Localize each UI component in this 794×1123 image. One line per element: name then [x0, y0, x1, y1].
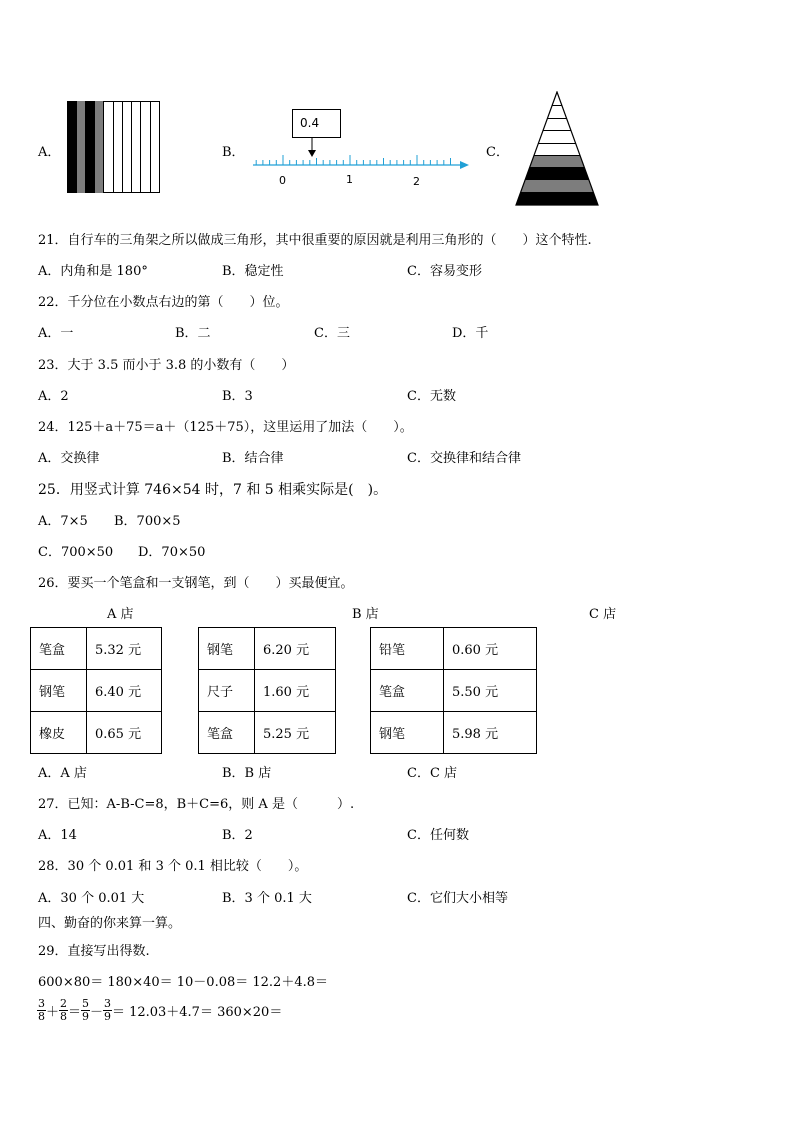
question-24 — [38, 416, 413, 435]
table-row — [31, 712, 162, 754]
q24-option-c[interactable]: C．交换律和结合律 — [407, 451, 521, 466]
q22-option-b[interactable]: B．二 — [175, 326, 211, 341]
item-name: 钢笔 — [31, 670, 87, 712]
option-b-label: B． — [222, 145, 245, 160]
item-name: 橡皮 — [31, 712, 87, 754]
shop-c-price-table — [370, 627, 537, 754]
question-number: 24． — [38, 420, 68, 435]
question-text: 125＋a＋75＝a＋（125＋75），这里运用了加法（ ）。 — [67, 420, 413, 435]
table-row — [199, 712, 336, 754]
q25-option-b[interactable]: B．700×5 — [114, 514, 181, 529]
question-number: 29． — [38, 944, 68, 959]
shop-a-title: A 店 — [107, 607, 134, 622]
question-25 — [38, 479, 387, 499]
tick-label-0: 0 — [279, 174, 286, 187]
table-row — [371, 670, 537, 712]
question-21 — [38, 229, 592, 248]
question-number: 28． — [38, 859, 68, 874]
item-price: 6.20 元 — [255, 628, 336, 670]
q28-option-a[interactable]: A．30 个 0.01 大 — [38, 891, 145, 906]
item-price: 0.60 元 — [444, 628, 537, 670]
item-price: 5.32 元 — [87, 628, 162, 670]
q23-option-b[interactable]: B．3 — [222, 389, 253, 404]
q28-option-b[interactable]: B．3 个 0.1 大 — [222, 891, 312, 906]
item-name: 钢笔 — [199, 628, 255, 670]
q22-option-a[interactable]: A．一 — [38, 326, 74, 341]
question-29 — [38, 940, 150, 959]
q26-option-b[interactable]: B．B 店 — [222, 766, 272, 781]
question-text: 自行车的三角架之所以做成三角形，其中很重要的原因就是利用三角形的（ ）这个特性. — [67, 233, 592, 248]
q21-option-b[interactable]: B．稳定性 — [222, 264, 284, 279]
arrow-right-icon — [460, 161, 469, 169]
q28-option-c[interactable]: C．它们大小相等 — [407, 891, 508, 906]
q23-option-c[interactable]: C．无数 — [407, 389, 456, 404]
tick-label-2: 2 — [413, 175, 420, 188]
q25-option-d[interactable]: D．70×50 — [138, 545, 206, 560]
item-price: 5.25 元 — [255, 712, 336, 754]
question-text: 30 个 0.01 和 3 个 0.1 相比较（ ）。 — [67, 859, 308, 874]
q26-option-a[interactable]: A．A 店 — [38, 766, 87, 781]
q21-option-a[interactable]: A．内角和是 180° — [38, 264, 148, 279]
q24-option-a[interactable]: A．交换律 — [38, 451, 100, 466]
shop-c-title: C 店 — [589, 607, 617, 622]
question-number: 22． — [38, 295, 68, 310]
q21-option-c[interactable]: C．容易变形 — [407, 264, 482, 279]
q27-option-b[interactable]: B．2 — [222, 828, 253, 843]
shop-b-title: B 店 — [352, 607, 379, 622]
item-name: 笔盒 — [371, 670, 444, 712]
table-row — [199, 628, 336, 670]
shop-b-price-table — [198, 627, 336, 754]
q22-option-d[interactable]: D．千 — [452, 326, 489, 341]
tick-label-1: 1 — [346, 173, 353, 186]
question-text: 大于 3.5 而小于 3.8 的小数有（ ） — [67, 358, 295, 373]
option-a-label: A． — [38, 145, 61, 160]
number-line-figure — [250, 105, 475, 190]
question-number: 27． — [38, 797, 68, 812]
question-23 — [38, 354, 294, 373]
question-27 — [38, 793, 354, 812]
q27-option-c[interactable]: C．任何数 — [407, 828, 469, 843]
option-c-label: C． — [486, 145, 509, 160]
question-text: 用竖式计算 746×54 时，7 和 5 相乘实际是( )。 — [69, 482, 388, 498]
question-number: 23． — [38, 358, 68, 373]
question-text: 要买一个笔盒和一支钢笔，到（ ）买最便宜。 — [67, 576, 354, 591]
question-text: 已知：A-B-C=8，B＋C=6，则 A 是（ ）. — [67, 797, 355, 812]
question-26 — [38, 572, 354, 591]
q25-option-a[interactable]: A．7×5 — [38, 514, 88, 529]
table-row — [199, 670, 336, 712]
fraction: $\frac{3}{9}$ — [104, 997, 112, 1023]
shop-a-price-table — [30, 627, 162, 754]
figure-c-triangle — [514, 91, 600, 206]
question-number: 26． — [38, 576, 68, 591]
question-text: 直接写出得数. — [67, 944, 150, 959]
fraction: $\frac{5}{9}$ — [82, 997, 90, 1023]
question-number: 21． — [38, 233, 68, 248]
calc-line-2: $\frac{3}{8}$ ＋ $\frac{2}{8}$ ＝ $\frac{5}{9}$ － $\frac{3}{9}$ ＝ 12.03＋4.7＝ 360×20＝ — [38, 997, 283, 1023]
table-row — [371, 628, 537, 670]
fraction: $\frac{2}{8}$ — [60, 997, 68, 1023]
table-row — [31, 670, 162, 712]
figure-a-strips — [67, 101, 161, 194]
q27-option-a[interactable]: A．14 — [38, 828, 77, 843]
fraction: $\frac{3}{8}$ — [38, 997, 45, 1023]
q24-option-b[interactable]: B．结合律 — [222, 451, 284, 466]
table-row — [371, 712, 537, 754]
item-name: 笔盒 — [31, 628, 87, 670]
item-price: 1.60 元 — [255, 670, 336, 712]
item-name: 尺子 — [199, 670, 255, 712]
q26-option-c[interactable]: C．C 店 — [407, 766, 458, 781]
section-title: 四、勤奋的你来算一算。 — [38, 916, 182, 931]
number-line-value-box: 0.4 — [292, 109, 341, 138]
q23-option-a[interactable]: A．2 — [38, 389, 69, 404]
question-number: 25． — [38, 482, 70, 498]
question-28 — [38, 855, 307, 874]
q22-option-c[interactable]: C．三 — [314, 326, 350, 341]
item-name: 铅笔 — [371, 628, 444, 670]
q25-option-c[interactable]: C．700×50 — [38, 545, 114, 560]
calc-line-1: 600×80＝ 180×40＝ 10－0.08＝ 12.2＋4.8＝ — [38, 975, 328, 990]
item-name: 钢笔 — [371, 712, 444, 754]
item-name: 笔盒 — [199, 712, 255, 754]
item-price: 0.65 元 — [87, 712, 162, 754]
item-price: 6.40 元 — [87, 670, 162, 712]
question-text: 千分位在小数点右边的第（ ）位。 — [67, 295, 289, 310]
item-price: 5.98 元 — [444, 712, 537, 754]
item-price: 5.50 元 — [444, 670, 537, 712]
arrow-down-icon — [308, 150, 316, 157]
question-22 — [38, 291, 289, 310]
table-row — [31, 628, 162, 670]
